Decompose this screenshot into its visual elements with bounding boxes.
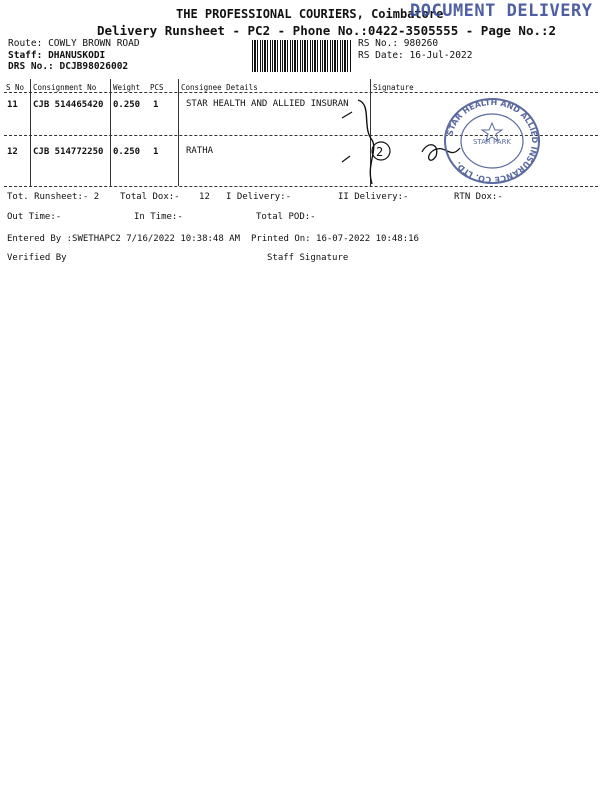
out-time: Out Time:-	[7, 212, 62, 222]
row-sno: 12	[7, 147, 18, 157]
column-header-pcs: PCS	[150, 83, 164, 92]
entered-by: Entered By :SWETHAPC2 7/16/2022 10:38:48 AM	[7, 234, 240, 244]
row-consignee: RATHA	[186, 146, 214, 156]
runsheet-title: Delivery Runsheet - PC2 - Phone No.:0422-3505555 - Page No.:2	[97, 23, 557, 38]
i-delivery: I Delivery:-	[226, 192, 292, 202]
rs-no-value: 980260	[403, 38, 439, 49]
column-header-weight: Weight	[113, 83, 141, 92]
brace-mark	[358, 100, 374, 184]
tot-runsheet: Tot. Runsheet:- 2	[7, 192, 100, 202]
column-header-sno: S No	[6, 83, 25, 92]
rs-no-label: RS No.:	[358, 38, 399, 49]
drs-value: DCJB98026002	[59, 61, 129, 72]
company-name: THE PROFESSIONAL COURIERS, Coimbatore	[176, 7, 444, 21]
row-weight: 0.250	[113, 147, 141, 157]
staff-signature: Staff Signature	[267, 253, 349, 263]
circled-number: 2	[376, 145, 384, 159]
seal-center-text: STAR PARK	[472, 138, 512, 146]
company-seal	[440, 97, 550, 187]
total-dox	[120, 192, 210, 202]
rs-date-label: RS Date:	[358, 50, 404, 61]
row-consignment: CJB 514465420	[33, 100, 104, 110]
row-consignment: CJB 514772250	[33, 147, 104, 157]
total-pod: Total POD:-	[256, 212, 316, 222]
route-label: Route:	[8, 38, 43, 49]
staff-label: Staff:	[8, 50, 43, 61]
column-header-consignment: Consignment No	[33, 83, 97, 92]
route-value: COWLY BROWN ROAD	[48, 38, 140, 49]
rtn-dox: RTN Dox:-	[454, 192, 503, 202]
row-consignee: STAR HEALTH AND ALLIED INSURAN	[186, 99, 349, 109]
printed-on: Printed On: 16-07-2022 10:48:16	[251, 234, 419, 244]
total-dox-label: Total Dox:-	[120, 192, 180, 202]
column-header-consignee: Consignee Details	[181, 83, 258, 92]
staff-value: DHANUSKODI	[48, 50, 106, 61]
ii-delivery: II Delivery:-	[338, 192, 409, 202]
row-weight: 0.250	[113, 100, 141, 110]
tick-mark	[342, 112, 352, 118]
drs-label: DRS No.:	[8, 61, 54, 72]
tick-mark	[342, 156, 350, 162]
row-sno: 11	[7, 100, 18, 110]
in-time: In Time:-	[134, 212, 183, 222]
rs-date-value: 16-Jul-2022	[409, 50, 473, 61]
seal-ring-text: STAR HEALTH AND ALLIED INSURANCE CO. LTD.	[445, 97, 540, 185]
column-header-signature: Signature	[373, 83, 414, 92]
total-dox-value: 12	[199, 192, 210, 202]
row-pcs: 1	[153, 147, 159, 157]
document-delivery-stamp: DOCUMENT DELIVERY	[410, 1, 593, 21]
verified-by: Verified By	[7, 253, 67, 263]
row-pcs: 1	[153, 100, 159, 110]
